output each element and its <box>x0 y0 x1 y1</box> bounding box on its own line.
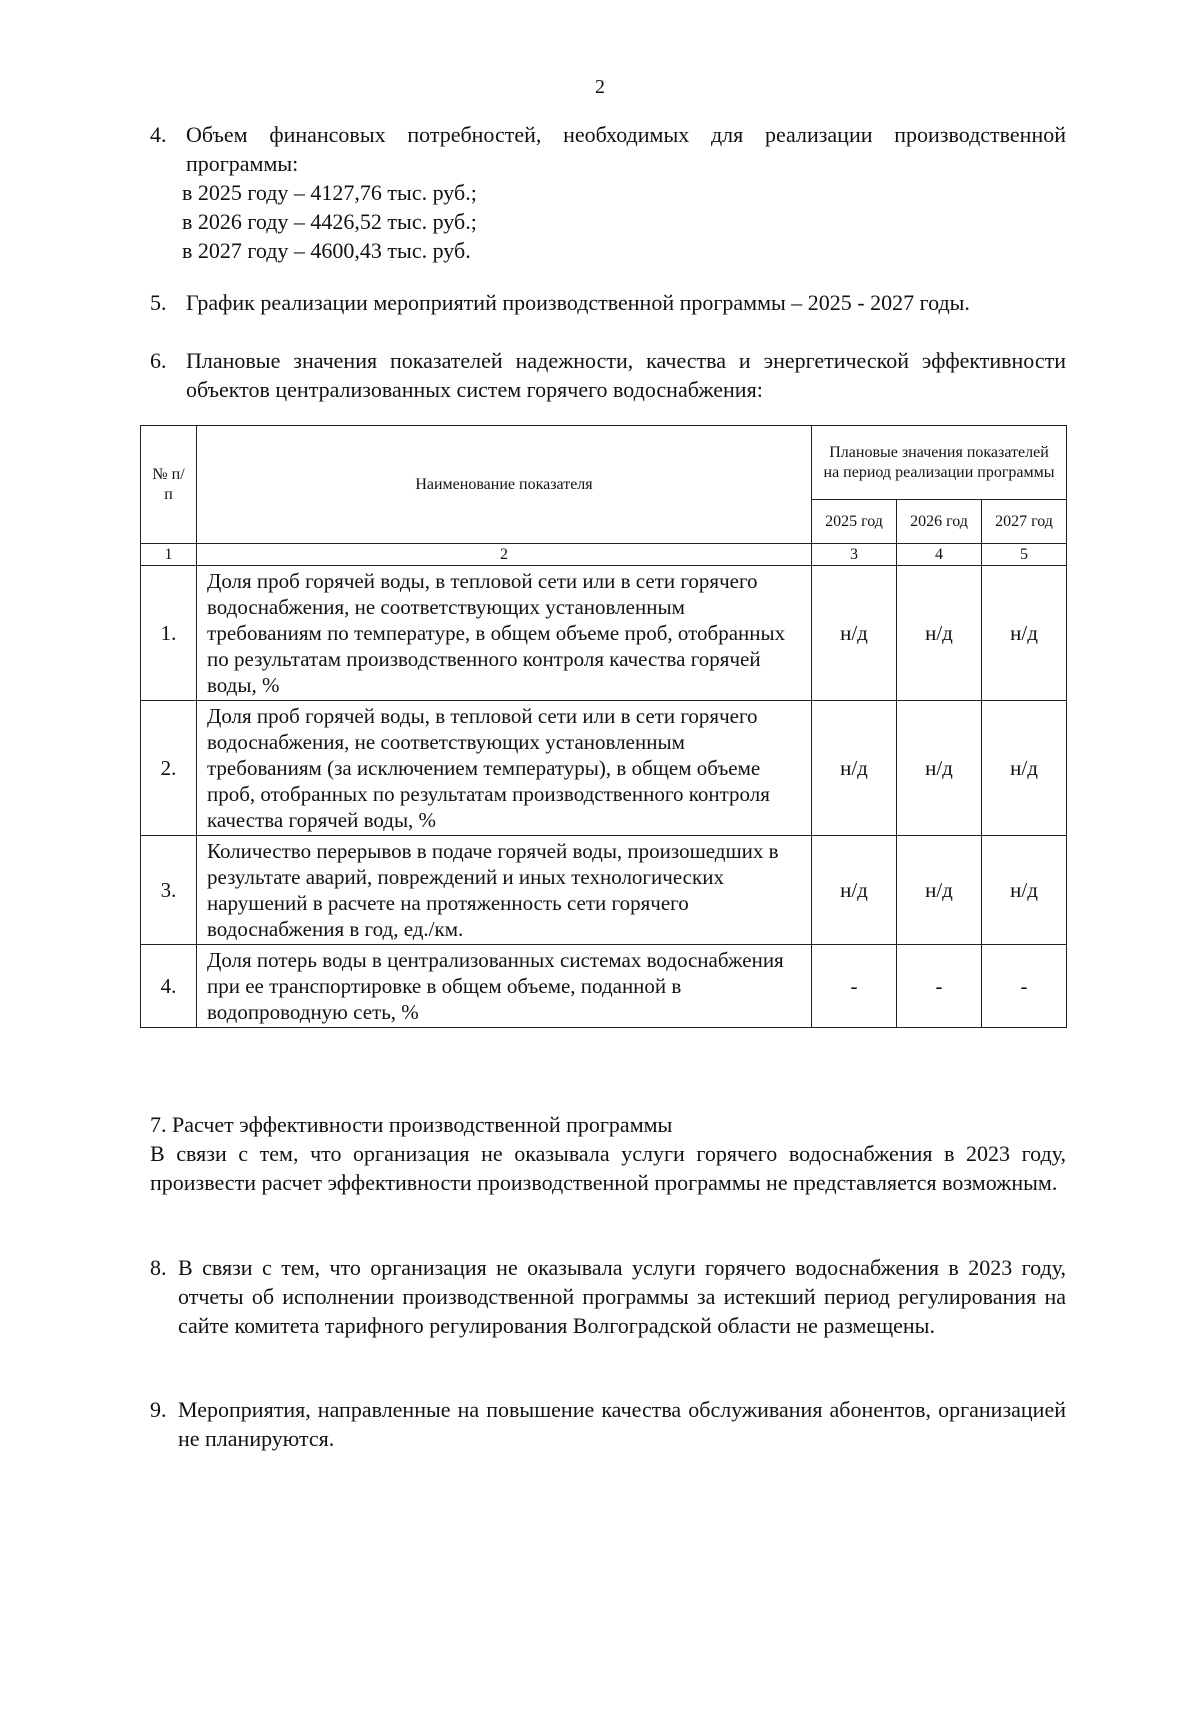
page-number: 2 <box>595 76 605 98</box>
section-7 <box>150 1110 1066 1197</box>
row-number: 3. <box>141 836 197 945</box>
row-number: 1. <box>141 566 197 701</box>
section-7-heading: 7. Расчет эффективности производственной программы <box>150 1112 673 1137</box>
header-name: Наименование показателя <box>197 426 812 544</box>
value-2027: н/д <box>982 566 1067 701</box>
section-6-number: 6. <box>150 348 167 373</box>
indicator-name: Количество перерывов в подаче горячей воды, произошедших в результате аварий, повреждений и иных технологических нарушений в расчете на протяженность сети горячего водоснабжения в год, ед./км. <box>197 836 812 945</box>
row-number: 4. <box>141 945 197 1028</box>
section-5-number: 5. <box>150 290 167 315</box>
financing-list <box>150 178 1066 265</box>
column-number-row <box>141 544 1067 566</box>
value-2026: - <box>897 945 982 1028</box>
indicators-table <box>140 425 1067 1028</box>
col-number: 3 <box>812 544 897 566</box>
value-2025: н/д <box>812 836 897 945</box>
section-4-number: 4. <box>150 122 167 147</box>
financing-2026: в 2026 году – 4426,52 тыс. руб.; <box>182 209 477 234</box>
value-2026: н/д <box>897 566 982 701</box>
col-number: 2 <box>197 544 812 566</box>
header-year-2027: 2027 год <box>982 500 1067 544</box>
table-row <box>141 566 1067 701</box>
value-2027: н/д <box>982 701 1067 836</box>
col-number: 1 <box>141 544 197 566</box>
indicator-name: Доля проб горячей воды, в тепловой сети или в сети горячего водоснабжения, не соответствующих установленным требованиям по температуре, в общем объеме проб, отобранных по результатам производственного контроля качества горячей воды, % <box>197 566 812 701</box>
header-year-2025: 2025 год <box>812 500 897 544</box>
header-plan: Плановые значения показателей на период реализации программы <box>812 426 1067 500</box>
section-9-number: 9. <box>150 1397 167 1422</box>
section-9-text: Мероприятия, направленные на повышение качества обслуживания абонентов, организацией не планируются. <box>178 1397 1066 1451</box>
value-2027: - <box>982 945 1067 1028</box>
col-number: 4 <box>897 544 982 566</box>
section-7-text: В связи с тем, что организация не оказывала услуги горячего водоснабжения в 2023 году, произвести расчет эффективности производственной программы не представляется возможным. <box>150 1141 1066 1195</box>
value-2025: н/д <box>812 701 897 836</box>
section-4-text: Объем финансовых потребностей, необходимых для реализации производственной программы: <box>186 122 1066 176</box>
header-num: № п/п <box>141 426 197 544</box>
table-row <box>141 701 1067 836</box>
section-5 <box>150 288 1066 317</box>
value-2025: - <box>812 945 897 1028</box>
header-year-2026: 2026 год <box>897 500 982 544</box>
value-2026: н/д <box>897 836 982 945</box>
row-number: 2. <box>141 701 197 836</box>
section-8-number: 8. <box>150 1255 167 1280</box>
indicator-name: Доля потерь воды в централизованных системах водоснабжения при ее транспортировке в общем объеме, поданной в водопроводную сеть, % <box>197 945 812 1028</box>
section-4 <box>150 120 1066 265</box>
financing-2027: в 2027 году – 4600,43 тыс. руб. <box>182 238 471 263</box>
financing-2025: в 2025 году – 4127,76 тыс. руб.; <box>182 180 477 205</box>
section-8 <box>150 1253 1066 1340</box>
section-6 <box>150 346 1066 404</box>
value-2025: н/д <box>812 566 897 701</box>
table-row <box>141 945 1067 1028</box>
table-row <box>141 836 1067 945</box>
indicator-name: Доля проб горячей воды, в тепловой сети или в сети горячего водоснабжения, не соответствующих установленным требованиям (за исключением температуры), в общем объеме проб, отобранных по результатам производственного контроля качества горячей воды, % <box>197 701 812 836</box>
col-number: 5 <box>982 544 1067 566</box>
section-5-text: График реализации мероприятий производственной программы – 2025 - 2027 годы. <box>186 290 970 315</box>
section-8-text: В связи с тем, что организация не оказывала услуги горячего водоснабжения в 2023 году, отчеты об исполнении производственной программы за истекший период регулирования на сайте комитета тарифного регулирования Волгоградской области не размещены. <box>178 1255 1066 1338</box>
value-2027: н/д <box>982 836 1067 945</box>
section-6-text: Плановые значения показателей надежности, качества и энергетической эффективности объектов централизованных систем горячего водоснабжения: <box>186 348 1066 402</box>
table-header-row <box>141 426 1067 500</box>
value-2026: н/д <box>897 701 982 836</box>
section-9 <box>150 1395 1066 1453</box>
